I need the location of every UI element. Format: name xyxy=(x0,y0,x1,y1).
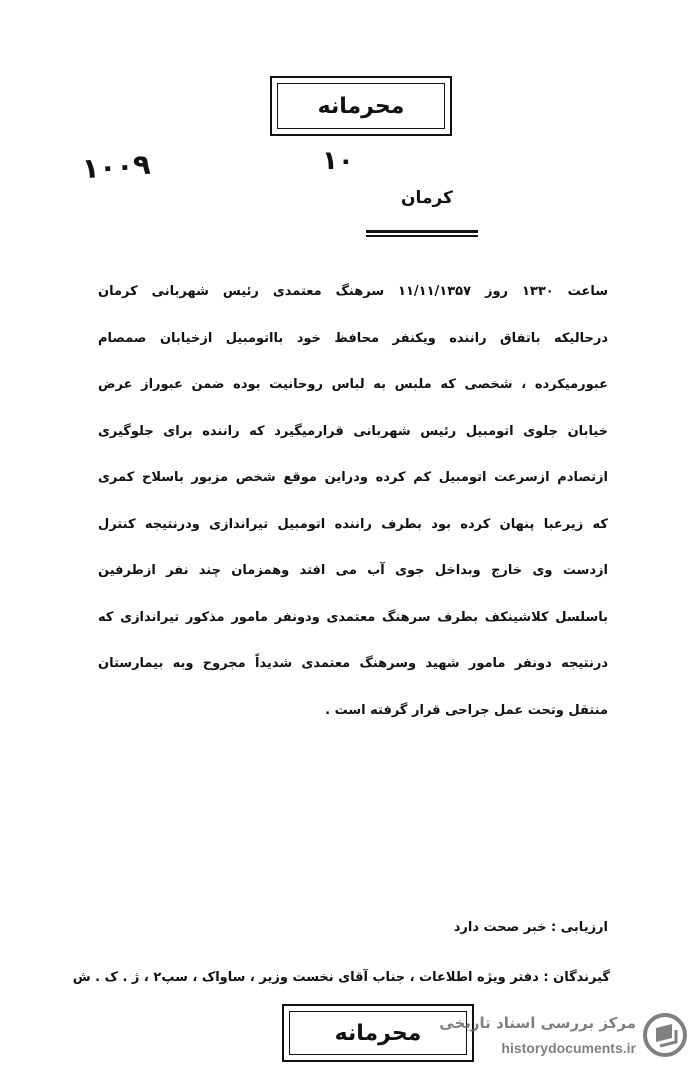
body-line: منتقل وتحت عمل جراحی قرار گرفته است . xyxy=(325,702,608,718)
archive-name: مرکز بررسی اسناد تاریخی xyxy=(439,1014,636,1032)
heading-underline-second xyxy=(366,235,478,237)
classification-stamp-top xyxy=(270,76,452,136)
heading-underline xyxy=(366,230,478,233)
classification-label-bottom: محرمانه xyxy=(334,1020,422,1046)
handwritten-number: ۱۰۰۹ xyxy=(80,147,152,186)
body-line: که زیرعبا پنهان کرده بود بطرف راننده اتومبیل تیراندازی ودرنتیجه کنترل xyxy=(98,516,608,532)
body-line: باسلسل کلاشینکف بطرف سرهنگ معتمدی ودونفر مامور مذکور تیراندازی که xyxy=(98,609,608,625)
city-heading: کرمان xyxy=(401,188,453,208)
classification-label-top: محرمانه xyxy=(317,93,405,119)
archive-url: historydocuments.ir xyxy=(501,1040,636,1056)
archive-logo-icon xyxy=(642,1012,688,1058)
evaluation-line: ارزیابی : خبر صحت دارد xyxy=(453,920,608,935)
body-line: ازتصادم ازسرعت اتومبیل کم کرده ودراین موقع شخص مزبور باسلاح کمری xyxy=(98,470,608,485)
body-line: ساعت ۱۳۳۰ روز ۱۱/۱۱/۱۳۵۷ سرهنگ معتمدی رئیس شهربانی کرمان xyxy=(98,284,608,299)
body-line: درنتیجه دونفر مامور شهید وسرهنگ معتمدی شدیداً مجروح وبه بیمارستان xyxy=(98,656,608,671)
body-line: عبورمیکرده ، شخصی که ملبس به لباس روحانیت بوده ضمن عبوراز عرض xyxy=(98,377,608,392)
recipients-line: گیرندگان : دفتر ویژه اطلاعات ، جناب آقای نخست وزیر ، ساواک ، سپ۲ ، ژ . ک . ش xyxy=(72,970,610,985)
body-line: خیابان جلوی اتومبیل رئیس شهربانی قرارمیگیرد که راننده برای جلوگیری xyxy=(98,423,608,439)
archive-watermark xyxy=(439,1008,692,1068)
report-body xyxy=(98,276,608,741)
classification-stamp-bottom xyxy=(282,1004,474,1062)
page-number: ۱۰ xyxy=(322,146,354,176)
body-line: درحالیکه باتفاق راننده ویکنفر محافظ خود بااتومبیل ازخیابان صمصام xyxy=(98,330,608,346)
body-line: ازدست وی خارج وبداخل جوی آب می افتد وهمزمان چند نفر ازطرفین xyxy=(98,563,608,578)
